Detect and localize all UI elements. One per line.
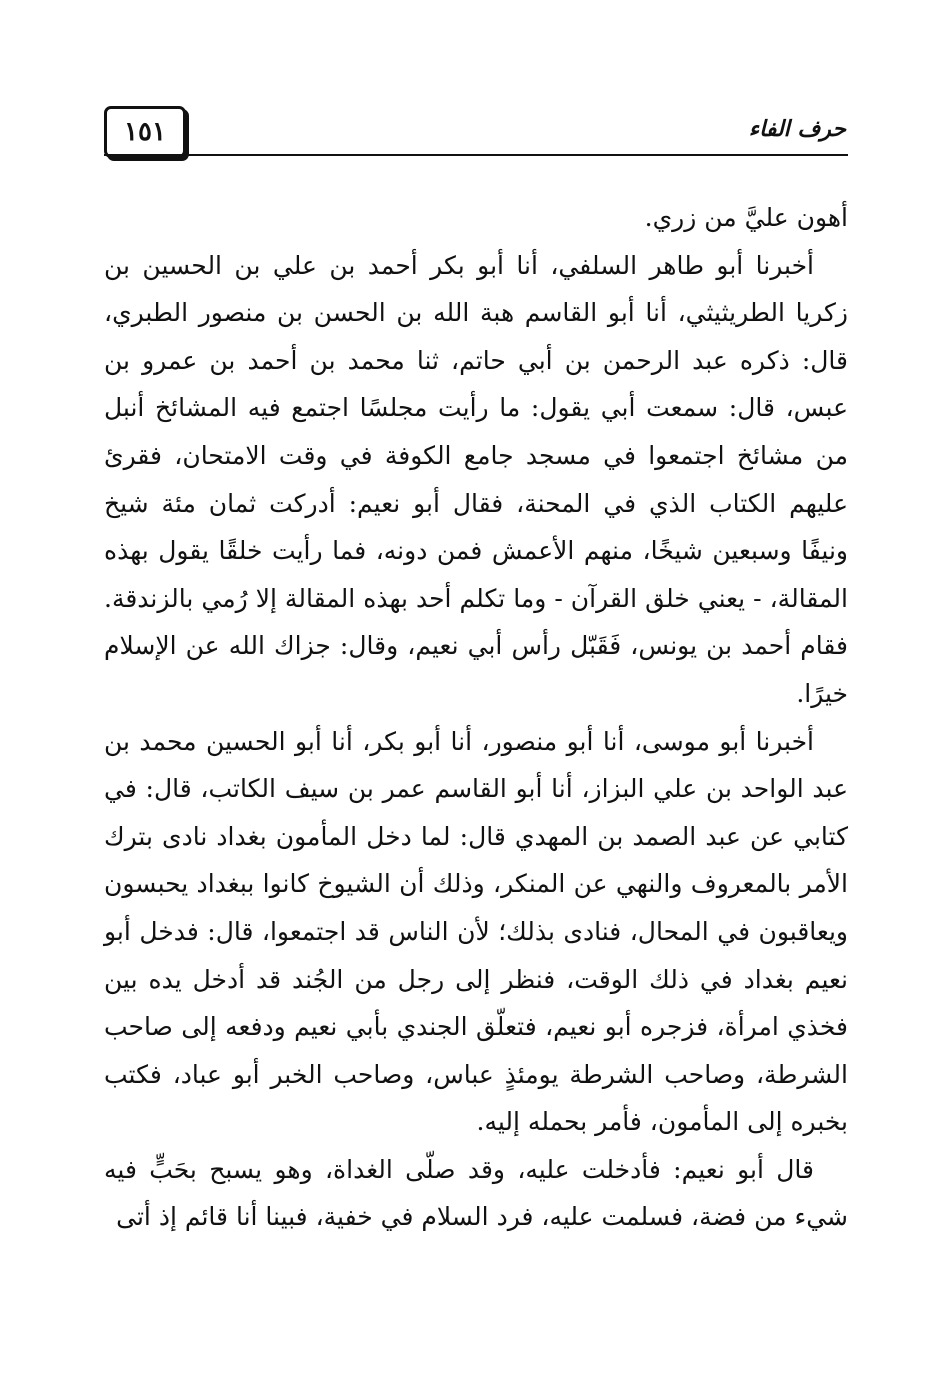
chapter-title: حرف الفاء <box>748 116 846 142</box>
paragraph-mamun-narration: أخبرنا أبو موسى، أنا أبو منصور، أنا أبو بكر، أنا أبو الحسين محمد بن عبد الواحد بن علي البزاز، أنا أبو القاسم عمر بن سيف الكاتب، قال: في كتابي عن عبد الصمد بن المهدي قال: لما دخل المأمون بغداد نادى بترك الأمر بالمعروف والنهي عن المنكر، وذلك أن الشيوخ كانوا ببغداد يحبسون ويعاقبون في المحال، فنادى بذلك؛ لأن الناس قد اجتمعوا، قال: فدخل أبو نعيم بغداد في ذلك الوقت، فنظر إلى رجل من الجُند قد أدخل يده بين فخذي امرأة، فزجره أبو نعيم، فتعلّق الجندي بأبي نعيم ودفعه إلى صاحب الشرطة، وصاحب الشرطة يومئذٍ عباس، وصاحب الخبر أبو عباد، فكتب بخبره إلى المأمون، فأمر بحمله إليه. <box>104 726 849 1137</box>
paragraph-abu-nuaim-account: قال أبو نعيم: فأدخلت عليه، وقد صلّى الغداة، وهو يسبح بحَبٍّ فيه شيء من فضة، فسلمت عليه، فرد السلام في خفية، فبينا أنا قائم إذ أتى <box>104 1154 848 1232</box>
paragraph-salafi-narration: أخبرنا أبو طاهر السلفي، أنا أبو بكر أحمد بن علي بن الحسين بن زكريا الطريثيثي، أنا أبو القاسم هبة الله بن الحسن بن منصور الطبري، قال: ذكره عبد الرحمن بن أبي حاتم، ثنا محمد بن أحمد بن عمرو بن عبس، قال: سمعت أبي يقول: ما رأيت مجلسًا اجتمع فيه المشائخ أنبل من مشائخ اجتمعوا في مسجد جامع الكوفة في وقت الامتحان، فقرئ عليهم الكتاب الذي في المحنة، فقال أبو نعيم: أدركت ثمان مئة شيخ ونيفًا وسبعين شيخًا، منهم الأعمش فمن دونه، فما رأيت خلقًا يقول بهذه المقالة، - يعني خلق القرآن - وما تكلم أحد بهذه المقالة إلا رُمي بالزندقة. فقام أحمد بن يونس، فَقَبّل رأس أبي نعيم، وقال: جزاك الله عن الإسلام خيرًا. <box>104 250 848 708</box>
page-header <box>104 98 848 160</box>
body-text <box>104 194 848 1241</box>
page-number: ١٥١ <box>104 106 186 158</box>
paragraph-continuation: أهون عليَّ من زري. <box>644 203 848 232</box>
header-rule <box>104 154 848 156</box>
